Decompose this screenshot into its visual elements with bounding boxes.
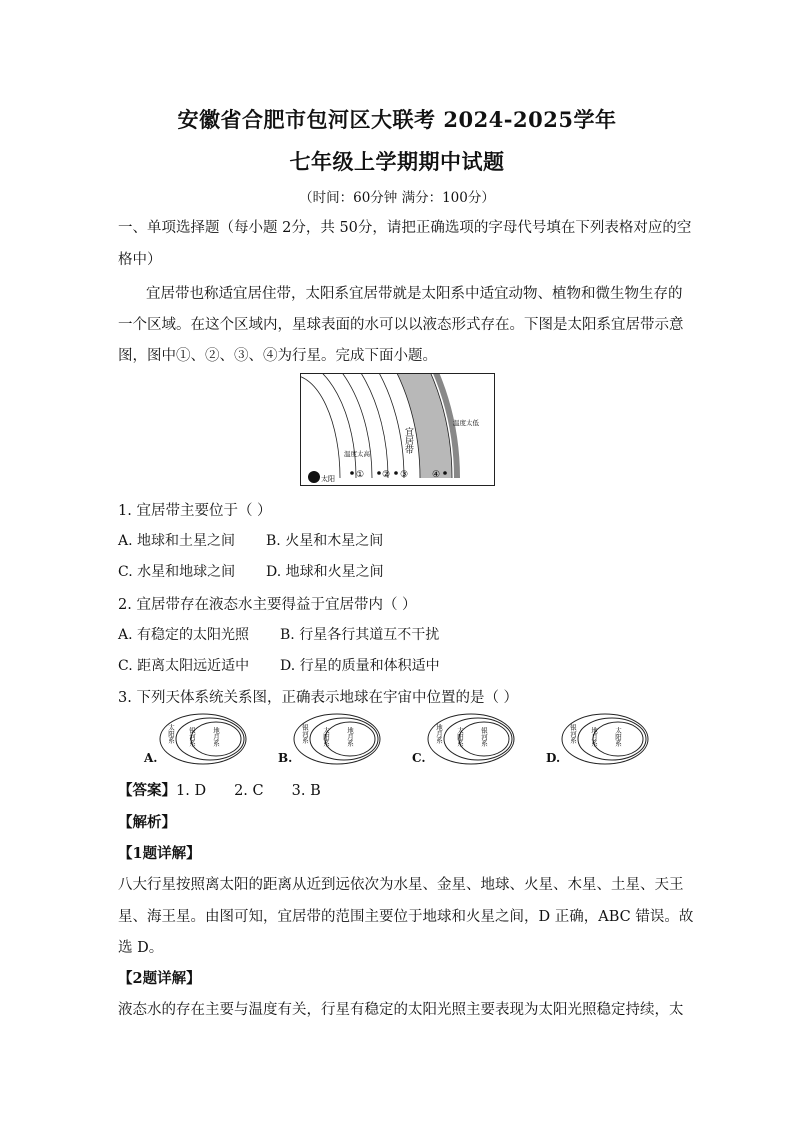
q1-detail-heading: 【1题详解】 [118,845,201,862]
answer-label: 【答案】 [118,782,176,799]
option-a-middle-label: 银河系 [188,727,196,747]
habitable-zone-diagram [300,373,495,486]
question-2-option-b[interactable]: B. 行星各行其道互不干扰 [280,627,440,643]
question-3-option-d-letter[interactable]: D. [546,751,561,765]
exam-title-line2: 七年级上学期期中试题 [289,149,505,174]
exam-title-line1: 安徽省合肥市包河区大联考 2024-2025学年 [177,107,617,132]
section-heading-cont: 格中） [118,252,162,268]
section-heading: 一、单项选择题（每小题 2分，共 50分，请把正确选项的字母代号填在下列表格对应的空 [118,220,692,236]
planet-2-dot [377,471,381,475]
intro-paragraph-line1: 宜居带也称适宜居住带，太阳系宜居带就是太阳系中适宜动物、植物和微生物生存的 [146,286,683,302]
planet-1-dot [350,471,354,475]
q1-detail-line3: 选 D。 [118,940,164,956]
option-c-outer-label: 地月系 [435,724,443,744]
question-2-option-c[interactable]: C. 距离太阳远近适中 [118,658,250,674]
intro-paragraph-line3: 图，图中①、②、③、④为行星。完成下面小题。 [118,348,437,364]
option-c-middle-label: 太阳系 [456,727,464,747]
option-b-inner-label: 地月系 [346,727,354,747]
too-low-label: 温度太低 [453,419,479,427]
answer-3: 3. B [291,783,321,799]
question-3-option-a-letter[interactable]: A. [144,751,158,765]
question-3-option-c-letter[interactable]: C. [412,751,426,765]
planet-4-label: ④ [432,470,441,480]
sun-icon [308,471,320,483]
question-3-stem: 3. 下列天体系统关系图，正确表示地球在宇宙中位置的是（ ） [118,690,519,706]
question-1-option-c[interactable]: C. 水星和地球之间 [118,564,236,580]
answer-1: 1. D [176,783,207,799]
question-3-option-b-letter[interactable]: B. [278,751,293,765]
habitable-zone-label: 宜居带 [403,427,413,454]
option-b-middle-label: 太阳系 [322,727,330,747]
option-d-outer-label: 银河系 [569,724,577,744]
planet-3-dot [394,471,398,475]
question-2-option-a[interactable]: A. 有稳定的太阳光照 [118,627,250,643]
question-3-option-a-diagram[interactable] [158,712,248,766]
question-2-stem: 2. 宜居带存在液态水主要得益于宜居带内（ ） [118,597,417,613]
exam-time-score: （时间：60分钟 满分：100分） [299,190,495,206]
question-3-option-c-diagram[interactable] [426,712,516,766]
q1-detail-line2: 星、海王星。由图可知，宜居带的范围主要位于地球和火星之间，D 正确，ABC 错误。故 [118,909,694,925]
planet-1-label: ① [356,470,365,480]
question-2-option-d[interactable]: D. 行星的质量和体积适中 [280,658,440,674]
option-c-inner-label: 银河系 [480,727,488,747]
option-a-inner-label: 地月系 [212,727,220,747]
planet-3-label: ③ [400,470,409,480]
analysis-label: 【解析】 [118,814,176,831]
question-1-option-a[interactable]: A. 地球和土星之间 [118,533,236,549]
planet-2-label: ② [382,470,391,480]
planet-4-dot [443,471,447,475]
option-a-outer-label: 太阳系 [167,724,175,744]
q1-detail-line1: 八大行星按照离太阳的距离从近到远依次为水星、金星、地球、火星、木星、土星、天王 [118,877,684,893]
question-3-option-d-diagram[interactable] [560,712,650,766]
intro-paragraph-line2: 一个区域。在这个区域内，星球表面的水可以以液态形式存在。下图是太阳系宜居带示意 [118,317,684,333]
question-1-option-d[interactable]: D. 地球和火星之间 [266,564,384,580]
q2-detail-line1: 液态水的存在主要与温度有关，行星有稳定的太阳光照主要表现为太阳光照稳定持续，太 [118,1002,684,1018]
answer-row [118,779,690,800]
question-1-option-b[interactable]: B. 火星和木星之间 [266,533,384,549]
answer-2: 2. C [234,783,264,799]
q2-detail-heading: 【2题详解】 [118,970,201,987]
option-d-middle-label: 地月系 [590,727,598,747]
question-1-stem: 1. 宜居带主要位于（ ） [118,503,272,519]
sun-label: 太阳 [321,475,335,483]
option-d-inner-label: 太阳系 [614,727,622,747]
option-b-outer-label: 银河系 [301,724,309,744]
question-3-option-b-diagram[interactable] [292,712,382,766]
too-hot-label: 温度太高 [344,450,370,458]
